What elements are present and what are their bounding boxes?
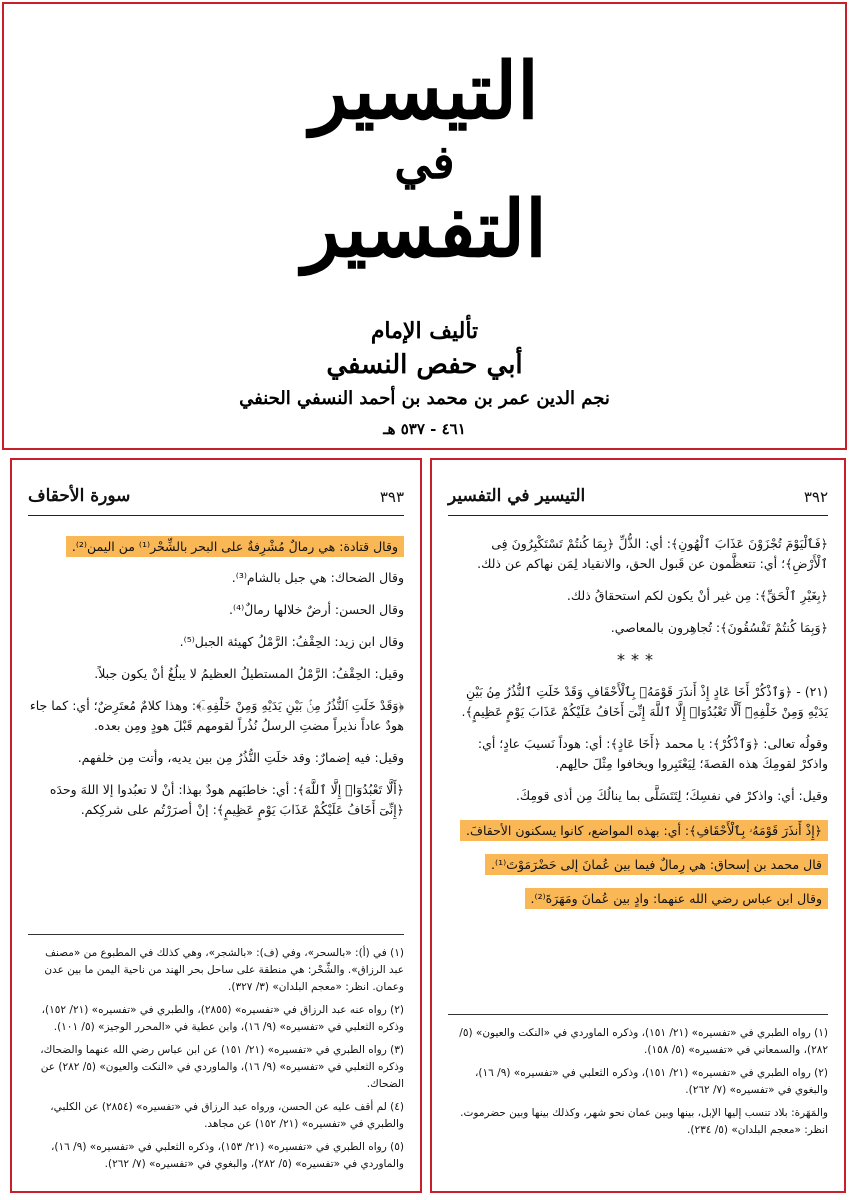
- page-header: [448, 486, 828, 516]
- paragraph: وقال ابن زيد: الحِقْفُ: الرَّمْلُ كهيئة الجبل⁽⁵⁾.: [179, 634, 404, 649]
- highlighted-paragraph: [448, 852, 828, 878]
- cover-title-connector: في: [394, 135, 455, 189]
- paragraph: ﴿أَلَّا تَعْبُدُوٓا۟ إِلَّا ٱللَّهَ﴾: أي: خاطبَهم هودٌ بهذا: أنْ لا تعبُدوا إلا اللهَ وحدَه ﴿إِنِّىٓ أَخَافُ عَلَيْكُمْ عَذَابَ يَوْمٍ عَظِيمٍ﴾: إنْ أصرَرْتُم على شركِكم.: [49, 782, 404, 817]
- page-body: [28, 534, 404, 832]
- highlight-text: قال محمد بن إسحاق: هي رِمالٌ فيما بين عُمانَ إلى حَضْرَمَوْتَ⁽¹⁾.: [485, 854, 828, 875]
- page-body: [448, 534, 828, 920]
- highlight-text: ﴿إِذْ أَنذَرَ قَوْمَهُۥ بِٱلْأَحْقَافِ﴾: أي: بهذه المواضع، كانوا يسكنون الأحقافَ.: [460, 820, 828, 841]
- footnote: (١) في (أ): «بالسحر»، وفي (ف): «بالشجر»، وهي كذلك في المطبوع من «مصنف عبد الرزاق». والشِّحْر: هي منطقة على ساحل بحر الهند من ناحية اليمن ما بين عدن وعمان. انظر: «معجم البلدان» (٣/ ٣٢٧).: [44, 947, 404, 993]
- paragraph: وقال الضحاك: هي جبل بالشام⁽³⁾.: [231, 570, 404, 585]
- page-393: [10, 458, 422, 1193]
- highlighted-paragraph: [448, 818, 828, 844]
- running-title: التيسير في التفسير: [448, 486, 586, 506]
- footnote: (١) رواه الطبري في «تفسيره» (٢١/ ١٥١)، وذكره الماوردي في «النكت والعيون» (٥/ ٢٨٢)، والسمعاني في «تفسيره» (٥/ ١٥٨).: [459, 1027, 828, 1056]
- paragraph: وقيل: أي: واذكرْ في نفسِكَ؛ لِتَتَسَلَّى بما ينالُكَ مِن أذى قومِكَ.: [515, 788, 828, 803]
- highlight-text: وقال قتادة: هي رمالٌ مُشْرِفةٌ على البحر بالشِّحْر⁽¹⁾ من اليمن⁽²⁾.: [66, 536, 404, 557]
- paragraph: وقولُه تعالى: ﴿وَٱذْكُرْ﴾: يا محمد ﴿أَخَا عَادٍ﴾: أي: هوداً نَسيبَ عادٍ؛ أي: واذكرْ لقومِكَ هذه القصةَ؛ لِيَعْتَبِروا ويخافوا مِثْلَ حالِهم.: [477, 736, 828, 771]
- footnotes: [28, 934, 404, 1179]
- paragraph: وقال الحسن: أرضٌ خلالها رمالٌ⁽⁴⁾.: [229, 602, 404, 617]
- footnote: (٥) رواه الطبري في «تفسيره» (٢١/ ١٥٣)، وذكره الثعلبي في «تفسيره» (٩/ ١٦)، والماوردي في «تفسيره» (٥/ ٢٨٢)، والبغوي في «تفسيره» (٧/ ٢٦٢).: [51, 1141, 404, 1170]
- footnote: (٢) رواه الطبري في «تفسيره» (٢١/ ١٥١)، وذكره الثعلبي في «تفسيره» (٩/ ١٦)، والبغوي في «تفسيره» (٧/ ٢٦٢).: [475, 1067, 828, 1096]
- footnote: (٣) رواه الطبري في «تفسيره» (٢١/ ١٥١) عن ابن عباس رضي الله عنهما والضحاك، وذكره الثعلبي في «تفسيره» (٩/ ١٦)، والماوردي في «النكت والعيون» (٥/ ٢٨٢) عن الضحاك.: [40, 1044, 404, 1090]
- book-cover: [2, 2, 847, 450]
- footnotes: [448, 1014, 828, 1145]
- paragraph: ﴿فَٱلْيَوْمَ تُجْزَوْنَ عَذَابَ ٱلْهُونِ﴾: أي: الذُّلِّ ﴿بِمَا كُنتُمْ تَسْتَكْبِرُونَ فِى ٱلْأَرْضِ﴾؛ أي: تتعظَّمون عن قَبول الحق، والانقياد لِمَن نهاكم عن ذلك.: [477, 536, 828, 571]
- paragraph: ﴿وَبِمَا كُنتُمْ تَفْسُقُونَ﴾: تُجاهِرون بالمعاصي.: [610, 620, 828, 635]
- verse-paragraph: (٢١) - ﴿وَٱذْكُرْ أَخَا عَادٍ إِذْ أَنذَرَ قَوْمَهُۥ بِٱلْأَحْقَافِ وَقَدْ خَلَتِ ٱلنُّذُرُ مِنۢ بَيْنِ يَدَيْهِ وَمِنْ خَلْفِهِۦٓ أَلَّا تَعْبُدُوٓا۟ إِلَّا ٱللَّهَ إِنِّىٓ أَخَافُ عَلَيْكُمْ عَذَابَ يَوْمٍ عَظِيمٍ﴾.: [461, 684, 828, 719]
- footnote: (٤) لم أقف عليه عن الحسن، ورواه عبد الرزاق في «تفسيره» (٢٨٥٤) عن الكلبي، والطبري في «تفسيره» (٢١/ ١٥٢) عن مجاهد.: [50, 1101, 404, 1130]
- paragraph: وقيل: فيه إضمارٌ: وقد خلَتِ النُّذُرُ مِن بين يديه، وأتت مِن خلفهم.: [77, 750, 404, 765]
- page-header: [28, 486, 404, 516]
- paragraph: وقيل: الحِقْفُ: الرَّمْلُ المستطيلُ العظيمُ لا يبلُغُ أنْ يكون جبلاً.: [94, 666, 404, 681]
- cover-title-line-2: التفسير: [302, 184, 547, 275]
- cover-title-line-1: التيسير: [310, 46, 539, 137]
- highlight-text: وقال ابن عباس رضي الله عنهما: وادٍ بين عُمانَ ومَهَرَةَ⁽²⁾.: [525, 888, 828, 909]
- highlighted-paragraph: [448, 886, 828, 912]
- running-title: سورة الأحقاف: [28, 486, 131, 506]
- paragraph: ﴿وَقَدْ خَلَتِ ٱلنُّذُرُ مِنۢ بَيْنِ يَدَيْهِ وَمِنْ خَلْفِهِۦٓ﴾: وهذا كلامٌ مُعتَرِضٌ؛ أي: كما جاء هودٌ عاداً نذيراً مضتِ الرسلُ نُذُراً لقومهم قَبْلَ هودٍ ومِن بعده.: [29, 698, 404, 733]
- page-number: ٣٩٣: [379, 488, 404, 506]
- footnote: (٢) رواه عنه عبد الرزاق في «تفسيره» (٢٨٥٥)، والطبري في «تفسيره» (٢١/ ١٥٢)، وذكره الثعلبي في «تفسيره» (٩/ ١٦)، وابن عطية في «المحرر الوجيز» (٥/ ١٠١).: [41, 1004, 404, 1033]
- cover-author: أبي حفص النسفي: [326, 350, 523, 380]
- page-number: ٣٩٢: [803, 488, 828, 506]
- section-divider-stars: ***: [617, 650, 659, 669]
- cover-authorship: تأليف الإمام: [370, 318, 479, 344]
- cover-author-full-name: نجم الدين عمر بن محمد بن أحمد النسفي الحنفي: [239, 388, 610, 409]
- highlighted-paragraph: [28, 534, 404, 560]
- paragraph: ﴿بِغَيْرِ ٱلْحَقِّ﴾: مِن غير أنْ يكون لكم استحقاقُ ذلك.: [566, 588, 828, 603]
- footnote: والمَهَرة: بلاد تنسب إليها الإبل، بينها وبين عمان نحو شهر، وكذلك بينها وبين حضرموت. انظر: «معجم البلدان» (٥/ ٢٣٤).: [460, 1107, 828, 1136]
- page-392: [430, 458, 846, 1193]
- cover-author-dates: ٤٦١ - ٥٣٧ هـ: [383, 420, 466, 438]
